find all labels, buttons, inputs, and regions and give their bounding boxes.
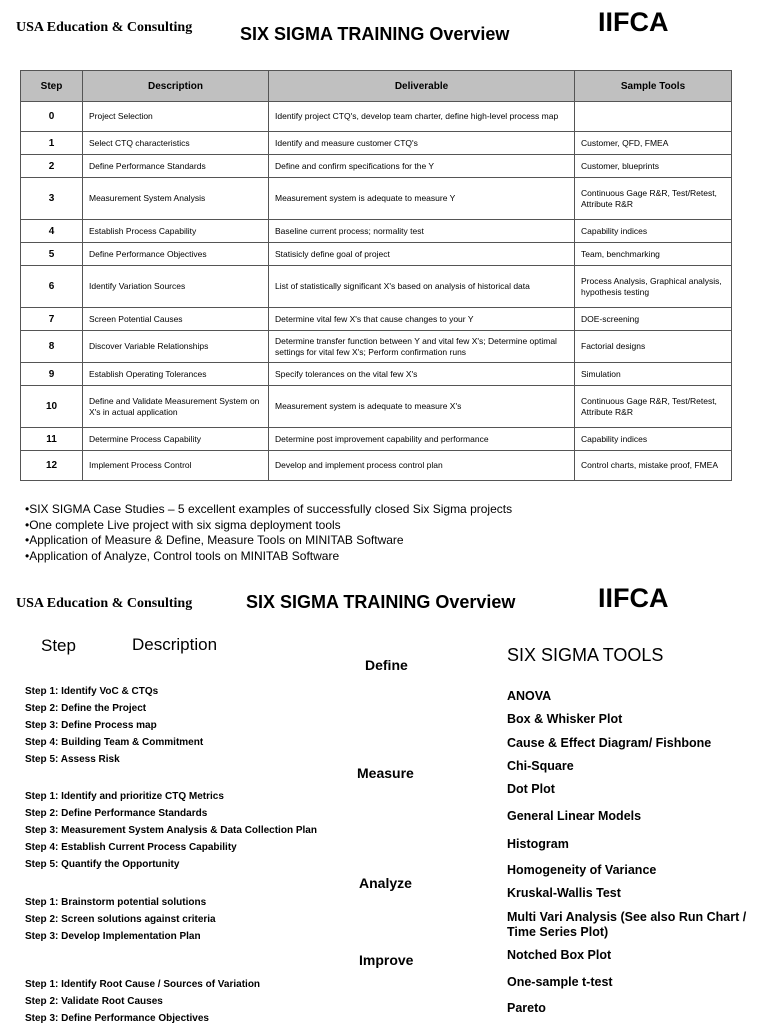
step-number: 4 xyxy=(21,220,83,243)
list-item: Step 4: Establish Current Process Capability xyxy=(25,842,237,853)
steps-table xyxy=(20,70,732,481)
step-deliverable: List of statistically significant X's based on analysis of historical data xyxy=(269,266,575,308)
step-tools: Process Analysis, Graphical analysis, hypothesis testing xyxy=(575,266,732,308)
list-item: Step 1: Brainstorm potential solutions xyxy=(25,897,207,908)
bullet-item: •Application of Measure & Define, Measure Tools on MINITAB Software xyxy=(25,533,404,547)
step-deliverable: Measurement system is adequate to measure X's xyxy=(269,386,575,428)
list-item: Step 3: Develop Implementation Plan xyxy=(25,931,201,942)
list-item: Step 1: Identify and prioritize CTQ Metrics xyxy=(25,791,224,802)
header-sample-tools: Sample Tools xyxy=(575,71,732,102)
step-number: 2 xyxy=(21,155,83,178)
brand-name-2: IIFCA xyxy=(598,583,669,613)
tool-item: Histogram xyxy=(507,837,569,851)
page-title-2: SIX SIGMA TRAINING Overview xyxy=(246,592,516,612)
list-item: Step 3: Define Performance Objectives xyxy=(25,1013,209,1024)
define-steps xyxy=(25,683,203,768)
list-item: Step 1: Identify Root Cause / Sources of Variation xyxy=(25,979,261,990)
step-tools: Customer, blueprints xyxy=(575,155,732,178)
table-row xyxy=(21,331,732,363)
tools-header: SIX SIGMA TOOLS xyxy=(507,645,664,665)
step-number: 0 xyxy=(21,102,83,132)
step-tools: Customer, QFD, FMEA xyxy=(575,132,732,155)
step-number: 10 xyxy=(21,386,83,428)
measure-steps xyxy=(25,788,317,873)
step-description: Implement Process Control xyxy=(83,451,269,481)
step-description: Measurement System Analysis xyxy=(83,178,269,220)
company-name: USA Education & Consulting xyxy=(16,20,193,35)
step-column-header: Step xyxy=(41,636,76,655)
bullet-item: •SIX SIGMA Case Studies – 5 excellent examples of successfully closed Six Sigma projects xyxy=(25,502,513,516)
tool-item: Dot Plot xyxy=(507,782,555,796)
list-item: Step 5: Quantify the Opportunity xyxy=(25,859,180,870)
tool-item: ANOVA xyxy=(507,689,552,703)
improve-steps xyxy=(25,976,260,1027)
step-tools: Capability indices xyxy=(575,428,732,451)
step-tools: Control charts, mistake proof, FMEA xyxy=(575,451,732,481)
table-row xyxy=(21,220,732,243)
step-deliverable: Statisicly define goal of project xyxy=(269,243,575,266)
step-deliverable: Identify project CTQ's, develop team charter, define high-level process map xyxy=(269,102,575,132)
step-deliverable: Measurement system is adequate to measure Y xyxy=(269,178,575,220)
step-deliverable: Identify and measure customer CTQ's xyxy=(269,132,575,155)
tool-item: Multi Vari Analysis (See also Run Chart / Time Series Plot) xyxy=(507,910,747,939)
step-deliverable: Baseline current process; normality test xyxy=(269,220,575,243)
list-item: Step 5: Assess Risk xyxy=(25,754,120,765)
table-row xyxy=(21,178,732,220)
phase-define: Define xyxy=(365,657,408,673)
step-deliverable: Develop and implement process control plan xyxy=(269,451,575,481)
header-description: Description xyxy=(83,71,269,102)
tool-item: General Linear Models xyxy=(507,809,642,823)
tool-item: One-sample t-test xyxy=(507,975,613,989)
step-description: Define Performance Standards xyxy=(83,155,269,178)
step-number: 9 xyxy=(21,363,83,386)
list-item: Step 3: Measurement System Analysis & Data Collection Plan xyxy=(25,825,317,836)
step-number: 11 xyxy=(21,428,83,451)
step-deliverable: Define and confirm specifications for the Y xyxy=(269,155,575,178)
step-tools: Capability indices xyxy=(575,220,732,243)
step-tools: Team, benchmarking xyxy=(575,243,732,266)
step-number: 1 xyxy=(21,132,83,155)
step-description: Determine Process Capability xyxy=(83,428,269,451)
step-deliverable: Determine post improvement capability and performance xyxy=(269,428,575,451)
table-row xyxy=(21,308,732,331)
bullet-item: •Application of Analyze, Control tools on MINITAB Software xyxy=(25,548,340,563)
tool-item: Cause & Effect Diagram/ Fishbone xyxy=(507,736,712,750)
analyze-steps xyxy=(25,894,216,945)
table-row xyxy=(21,451,732,481)
tool-item: Chi-Square xyxy=(507,759,574,773)
step-tools: Factorial designs xyxy=(575,331,732,363)
tool-item: Pareto xyxy=(507,1001,546,1015)
step-description: Define Performance Objectives xyxy=(83,243,269,266)
step-tools: DOE-screening xyxy=(575,308,732,331)
step-description: Select CTQ characteristics xyxy=(83,132,269,155)
table-row xyxy=(21,386,732,428)
step-description: Define and Validate Measurement System on X's in actual application xyxy=(83,386,269,428)
table-row xyxy=(21,428,732,451)
step-number: 7 xyxy=(21,308,83,331)
step-tools: Continuous Gage R&R, Test/Retest, Attribute R&R xyxy=(575,178,732,220)
phase-analyze: Analyze xyxy=(359,875,412,891)
list-item: Step 2: Validate Root Causes xyxy=(25,996,163,1007)
step-number: 5 xyxy=(21,243,83,266)
phase-improve: Improve xyxy=(359,952,414,968)
step-description: Establish Operating Tolerances xyxy=(83,363,269,386)
bullet-list xyxy=(25,502,512,564)
step-description: Discover Variable Relationships xyxy=(83,331,269,363)
tool-item: Homogeneity of Variance xyxy=(507,863,657,877)
step-description: Project Selection xyxy=(83,102,269,132)
list-item: Step 2: Define Performance Standards xyxy=(25,808,208,819)
table-row xyxy=(21,363,732,386)
step-number: 12 xyxy=(21,451,83,481)
tool-item: Kruskal-Wallis Test xyxy=(507,886,621,900)
step-tools: Continuous Gage R&R, Test/Retest, Attribute R&R xyxy=(575,386,732,428)
step-number: 3 xyxy=(21,178,83,220)
step-description: Screen Potential Causes xyxy=(83,308,269,331)
table-row xyxy=(21,243,732,266)
list-item: Step 3: Define Process map xyxy=(25,720,157,731)
phase-measure: Measure xyxy=(357,765,414,781)
step-tools: Simulation xyxy=(575,363,732,386)
tool-item: Box & Whisker Plot xyxy=(507,712,623,726)
bullet-item: •One complete Live project with six sigma deployment tools xyxy=(25,517,341,532)
list-item: Step 2: Screen solutions against criteria xyxy=(25,914,216,925)
header-step: Step xyxy=(21,71,83,102)
step-deliverable: Specify tolerances on the vital few X's xyxy=(269,363,575,386)
list-item: Step 1: Identify VoC & CTQs xyxy=(25,686,159,697)
list-item: Step 2: Define the Project xyxy=(25,703,147,714)
table-row xyxy=(21,102,732,132)
header-deliverable: Deliverable xyxy=(269,71,575,102)
table-row xyxy=(21,266,732,308)
step-description: Establish Process Capability xyxy=(83,220,269,243)
brand-name: IIFCA xyxy=(598,7,669,37)
table-header-row xyxy=(21,71,732,102)
description-column-header: Description xyxy=(132,635,218,654)
list-item: Step 4: Building Team & Commitment xyxy=(25,737,204,748)
step-deliverable: Determine transfer function between Y and vital few X's; Determine optimal settings for vital few X's; Perform confirmation runs xyxy=(269,331,575,363)
step-tools xyxy=(575,102,732,132)
table-row xyxy=(21,155,732,178)
tool-item: Notched Box Plot xyxy=(507,948,612,962)
step-description: Identify Variation Sources xyxy=(83,266,269,308)
table-row xyxy=(21,132,732,155)
page-title: SIX SIGMA TRAINING Overview xyxy=(240,24,510,44)
company-name-2: USA Education & Consulting xyxy=(16,596,193,611)
step-number: 8 xyxy=(21,331,83,363)
step-deliverable: Determine vital few X's that cause changes to your Y xyxy=(269,308,575,331)
step-number: 6 xyxy=(21,266,83,308)
